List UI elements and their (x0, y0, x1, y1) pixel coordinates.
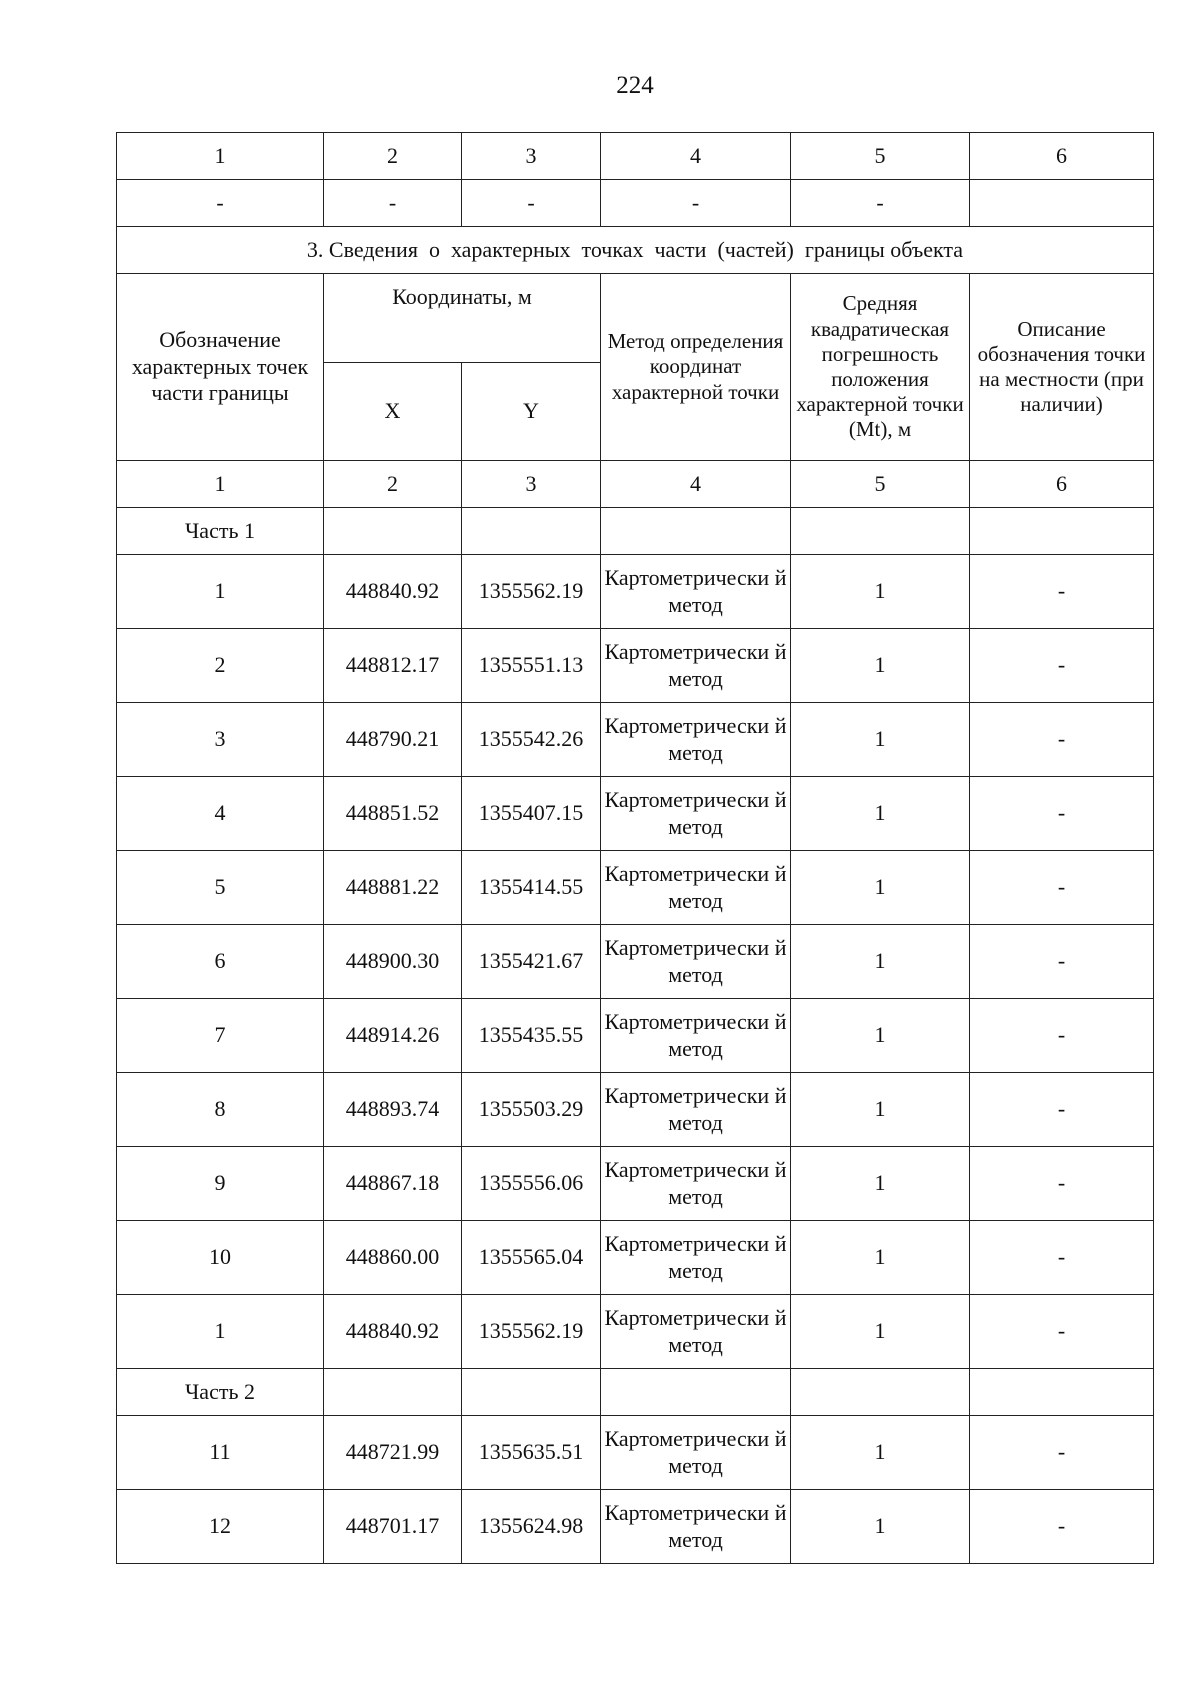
y-coordinate-cell: 1355421.67 (462, 925, 601, 999)
table-row (117, 1221, 1154, 1295)
mt-error-cell: 1 (791, 555, 970, 629)
description-cell: - (970, 1073, 1154, 1147)
header-description: Описание обозначения точки на местности (при наличии) (970, 274, 1154, 461)
mt-error-cell: 1 (791, 1221, 970, 1295)
method-cell: Картометрически й метод (601, 1416, 791, 1490)
y-coordinate-cell: 1355407.15 (462, 777, 601, 851)
header-y: Y (462, 363, 601, 461)
header-number: 3 (462, 461, 601, 508)
y-coordinate-cell: 1355624.98 (462, 1490, 601, 1564)
mt-error-cell: 1 (791, 1295, 970, 1369)
table-row (117, 851, 1154, 925)
mt-error-cell: 1 (791, 1073, 970, 1147)
point-id-cell: 5 (117, 851, 324, 925)
x-coordinate-cell: 448721.99 (324, 1416, 462, 1490)
header-error: Средняя квадратическая погрешность положения характерной точки (Mt), м (791, 274, 970, 461)
y-coordinate-cell: 1355562.19 (462, 555, 601, 629)
table-row (117, 703, 1154, 777)
x-coordinate-cell: 448840.92 (324, 1295, 462, 1369)
dash-cell: - (791, 180, 970, 227)
column-number: 1 (117, 133, 324, 180)
x-coordinate-cell: 448867.18 (324, 1147, 462, 1221)
description-cell: - (970, 777, 1154, 851)
mt-error-cell: 1 (791, 1490, 970, 1564)
table-row (117, 1295, 1154, 1369)
y-coordinate-cell: 1355503.29 (462, 1073, 601, 1147)
empty-cell (324, 1369, 462, 1416)
boundary-points-table (116, 132, 1154, 1564)
mt-error-cell: 1 (791, 1416, 970, 1490)
part-header-row (117, 1369, 1154, 1416)
header-number: 4 (601, 461, 791, 508)
description-cell: - (970, 1295, 1154, 1369)
description-cell: - (970, 1221, 1154, 1295)
empty-cell (462, 1369, 601, 1416)
method-cell: Картометрически й метод (601, 851, 791, 925)
empty-cell (791, 1369, 970, 1416)
method-cell: Картометрически й метод (601, 703, 791, 777)
y-coordinate-cell: 1355635.51 (462, 1416, 601, 1490)
table-row (117, 777, 1154, 851)
x-coordinate-cell: 448914.26 (324, 999, 462, 1073)
header-number: 1 (117, 461, 324, 508)
dash-cell: - (117, 180, 324, 227)
x-coordinate-cell: 448900.30 (324, 925, 462, 999)
point-id-cell: 7 (117, 999, 324, 1073)
mt-error-cell: 1 (791, 629, 970, 703)
y-coordinate-cell: 1355551.13 (462, 629, 601, 703)
header-coordinates: Координаты, м (324, 274, 601, 363)
method-cell: Картометрически й метод (601, 1221, 791, 1295)
empty-cell (601, 1369, 791, 1416)
header-number: 2 (324, 461, 462, 508)
point-id-cell: 9 (117, 1147, 324, 1221)
method-cell: Картометрически й метод (601, 629, 791, 703)
description-cell: - (970, 629, 1154, 703)
x-coordinate-cell: 448881.22 (324, 851, 462, 925)
x-coordinate-cell: 448860.00 (324, 1221, 462, 1295)
x-coordinate-cell: 448701.17 (324, 1490, 462, 1564)
method-cell: Картометрически й метод (601, 1073, 791, 1147)
header-number: 5 (791, 461, 970, 508)
dash-cell: - (601, 180, 791, 227)
y-coordinate-cell: 1355556.06 (462, 1147, 601, 1221)
description-cell: - (970, 1490, 1154, 1564)
column-number: 3 (462, 133, 601, 180)
description-cell: - (970, 1147, 1154, 1221)
point-id-cell: 10 (117, 1221, 324, 1295)
empty-cell (324, 508, 462, 555)
table-row (117, 925, 1154, 999)
description-cell: - (970, 703, 1154, 777)
empty-cell (462, 508, 601, 555)
description-cell: - (970, 1416, 1154, 1490)
y-coordinate-cell: 1355562.19 (462, 1295, 601, 1369)
mt-error-cell: 1 (791, 1147, 970, 1221)
point-id-cell: 1 (117, 1295, 324, 1369)
method-cell: Картометрически й метод (601, 1490, 791, 1564)
point-id-cell: 3 (117, 703, 324, 777)
description-cell: - (970, 999, 1154, 1073)
section-title: 3. Сведения о характерных точках части (частей) границы объекта (117, 227, 1154, 274)
description-cell: - (970, 851, 1154, 925)
empty-cell (791, 508, 970, 555)
x-coordinate-cell: 448790.21 (324, 703, 462, 777)
table-row (117, 629, 1154, 703)
y-coordinate-cell: 1355435.55 (462, 999, 601, 1073)
point-id-cell: 1 (117, 555, 324, 629)
dash-cell: - (462, 180, 601, 227)
method-cell: Картометрически й метод (601, 1147, 791, 1221)
x-coordinate-cell: 448893.74 (324, 1073, 462, 1147)
column-number: 2 (324, 133, 462, 180)
column-number: 6 (970, 133, 1154, 180)
y-coordinate-cell: 1355414.55 (462, 851, 601, 925)
table-row (117, 1073, 1154, 1147)
header-number: 6 (970, 461, 1154, 508)
mt-error-cell: 1 (791, 925, 970, 999)
method-cell: Картометрически й метод (601, 777, 791, 851)
dash-cell: - (324, 180, 462, 227)
point-id-cell: 12 (117, 1490, 324, 1564)
column-number: 5 (791, 133, 970, 180)
empty-cell (970, 1369, 1154, 1416)
x-coordinate-cell: 448840.92 (324, 555, 462, 629)
y-coordinate-cell: 1355542.26 (462, 703, 601, 777)
description-cell: - (970, 925, 1154, 999)
section-title-row (117, 227, 1154, 274)
mt-error-cell: 1 (791, 999, 970, 1073)
column-number-row (117, 133, 1154, 180)
part-label: Часть 2 (117, 1369, 324, 1416)
point-id-cell: 8 (117, 1073, 324, 1147)
part-label: Часть 1 (117, 508, 324, 555)
mt-error-cell: 1 (791, 851, 970, 925)
point-id-cell: 2 (117, 629, 324, 703)
dash-cell (970, 180, 1154, 227)
point-id-cell: 11 (117, 1416, 324, 1490)
x-coordinate-cell: 448812.17 (324, 629, 462, 703)
description-cell: - (970, 555, 1154, 629)
header-method: Метод определения координат характерной точки (601, 274, 791, 461)
empty-cell (970, 508, 1154, 555)
page-number: 224 (616, 72, 654, 99)
table-row (117, 1416, 1154, 1490)
method-cell: Картометрически й метод (601, 925, 791, 999)
column-number: 4 (601, 133, 791, 180)
table-row (117, 1147, 1154, 1221)
point-id-cell: 6 (117, 925, 324, 999)
part-header-row (117, 508, 1154, 555)
table-row (117, 999, 1154, 1073)
mt-error-cell: 1 (791, 777, 970, 851)
header-x: X (324, 363, 462, 461)
x-coordinate-cell: 448851.52 (324, 777, 462, 851)
table-row (117, 555, 1154, 629)
point-id-cell: 4 (117, 777, 324, 851)
header-number-row (117, 461, 1154, 508)
header-row-1 (117, 274, 1154, 363)
mt-error-cell: 1 (791, 703, 970, 777)
y-coordinate-cell: 1355565.04 (462, 1221, 601, 1295)
table-row (117, 1490, 1154, 1564)
method-cell: Картометрически й метод (601, 1295, 791, 1369)
method-cell: Картометрически й метод (601, 555, 791, 629)
empty-cell (601, 508, 791, 555)
dash-row (117, 180, 1154, 227)
method-cell: Картометрически й метод (601, 999, 791, 1073)
header-point-designation: Обозначение характерных точек части границы (117, 274, 324, 461)
